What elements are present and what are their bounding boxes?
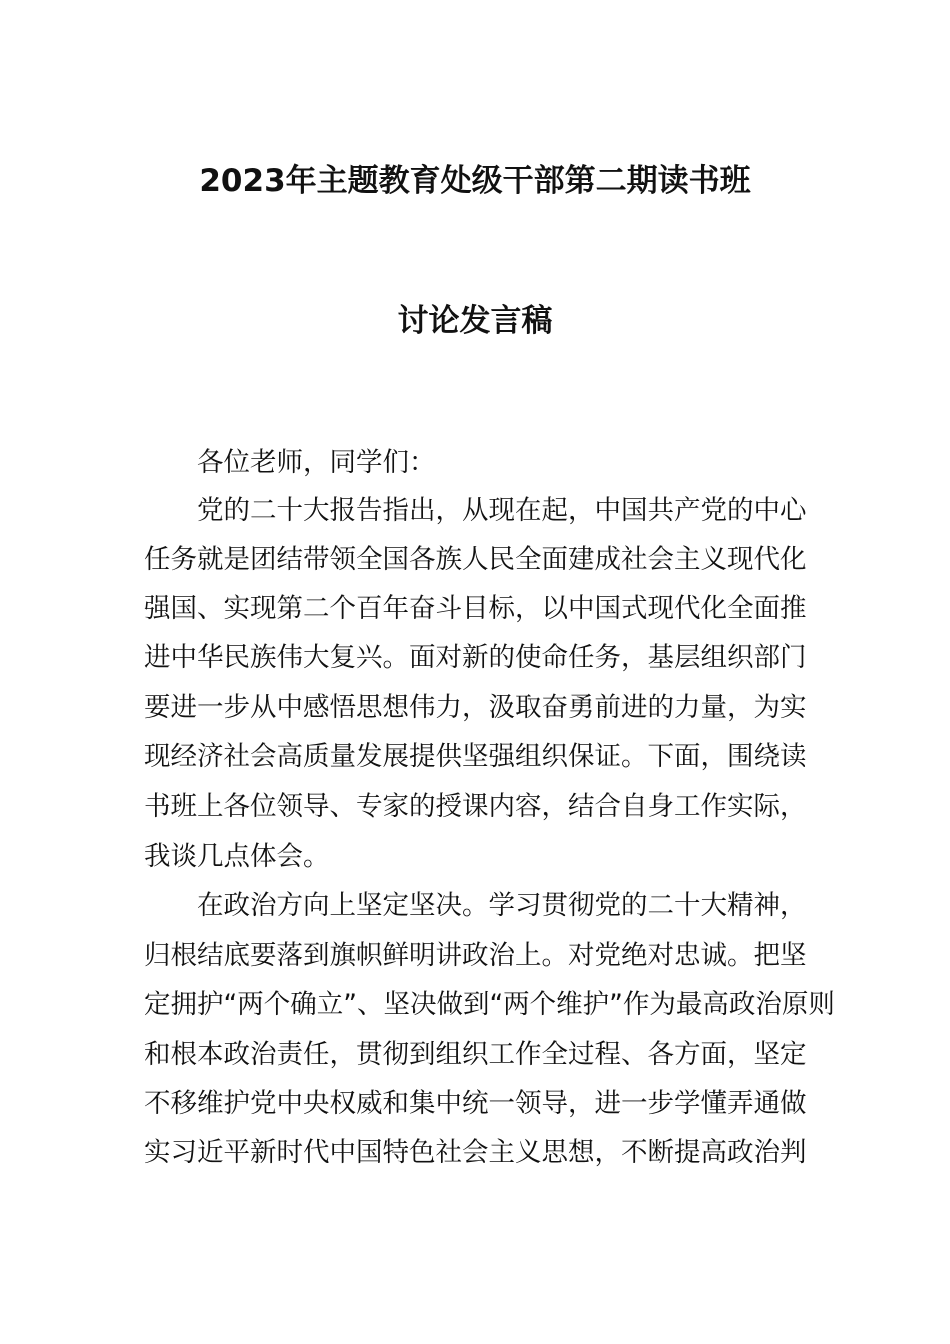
paragraph-1-line-8: 我谈几点体会。 — [144, 841, 330, 872]
paragraph-2-line-6: 实习近平新时代中国特色社会主义思想，不断提高政治判 — [144, 1137, 807, 1168]
paragraph-2-line-4: 和根本政治责任，贯彻到组织工作全过程、各方面，坚定 — [144, 1039, 807, 1070]
document-title-line-1: 2023年主题教育处级干部第二期读书班 — [199, 163, 751, 199]
salutation: 各位老师，同学们： — [197, 447, 436, 478]
paragraph-1-line-6: 现经济社会高质量发展提供坚强组织保证。下面，围绕读 — [144, 741, 807, 772]
paragraph-2-line-2: 归根结底要落到旗帜鲜明讲政治上。对党绝对忠诚。把坚 — [144, 940, 807, 971]
paragraph-1-line-2: 任务就是团结带领全国各族人民全面建成社会主义现代化 — [144, 544, 807, 575]
paragraph-2-line-5: 不移维护党中央权威和集中统一领导，进一步学懂弄通做 — [144, 1088, 807, 1119]
document-title-line-2: 讨论发言稿 — [397, 303, 553, 339]
paragraph-1-line-1: 党的二十大报告指出，从现在起，中国共产党的中心 — [197, 495, 807, 526]
paragraph-1-line-4: 进中华民族伟大复兴。面对新的使命任务，基层组织部门 — [144, 642, 807, 673]
paragraph-2-line-3: 定拥护“两个确立”、坚决做到“两个维护”作为最高政治原则 — [144, 989, 835, 1020]
paragraph-1-line-3: 强国、实现第二个百年奋斗目标，以中国式现代化全面推 — [144, 593, 807, 624]
paragraph-1-line-5: 要进一步从中感悟思想伟力，汲取奋勇前进的力量，为实 — [144, 692, 807, 723]
paragraph-1-line-7: 书班上各位领导、专家的授课内容，结合自身工作实际， — [144, 791, 807, 822]
paragraph-2-line-1: 在政治方向上坚定坚决。学习贯彻党的二十大精神， — [197, 890, 807, 921]
